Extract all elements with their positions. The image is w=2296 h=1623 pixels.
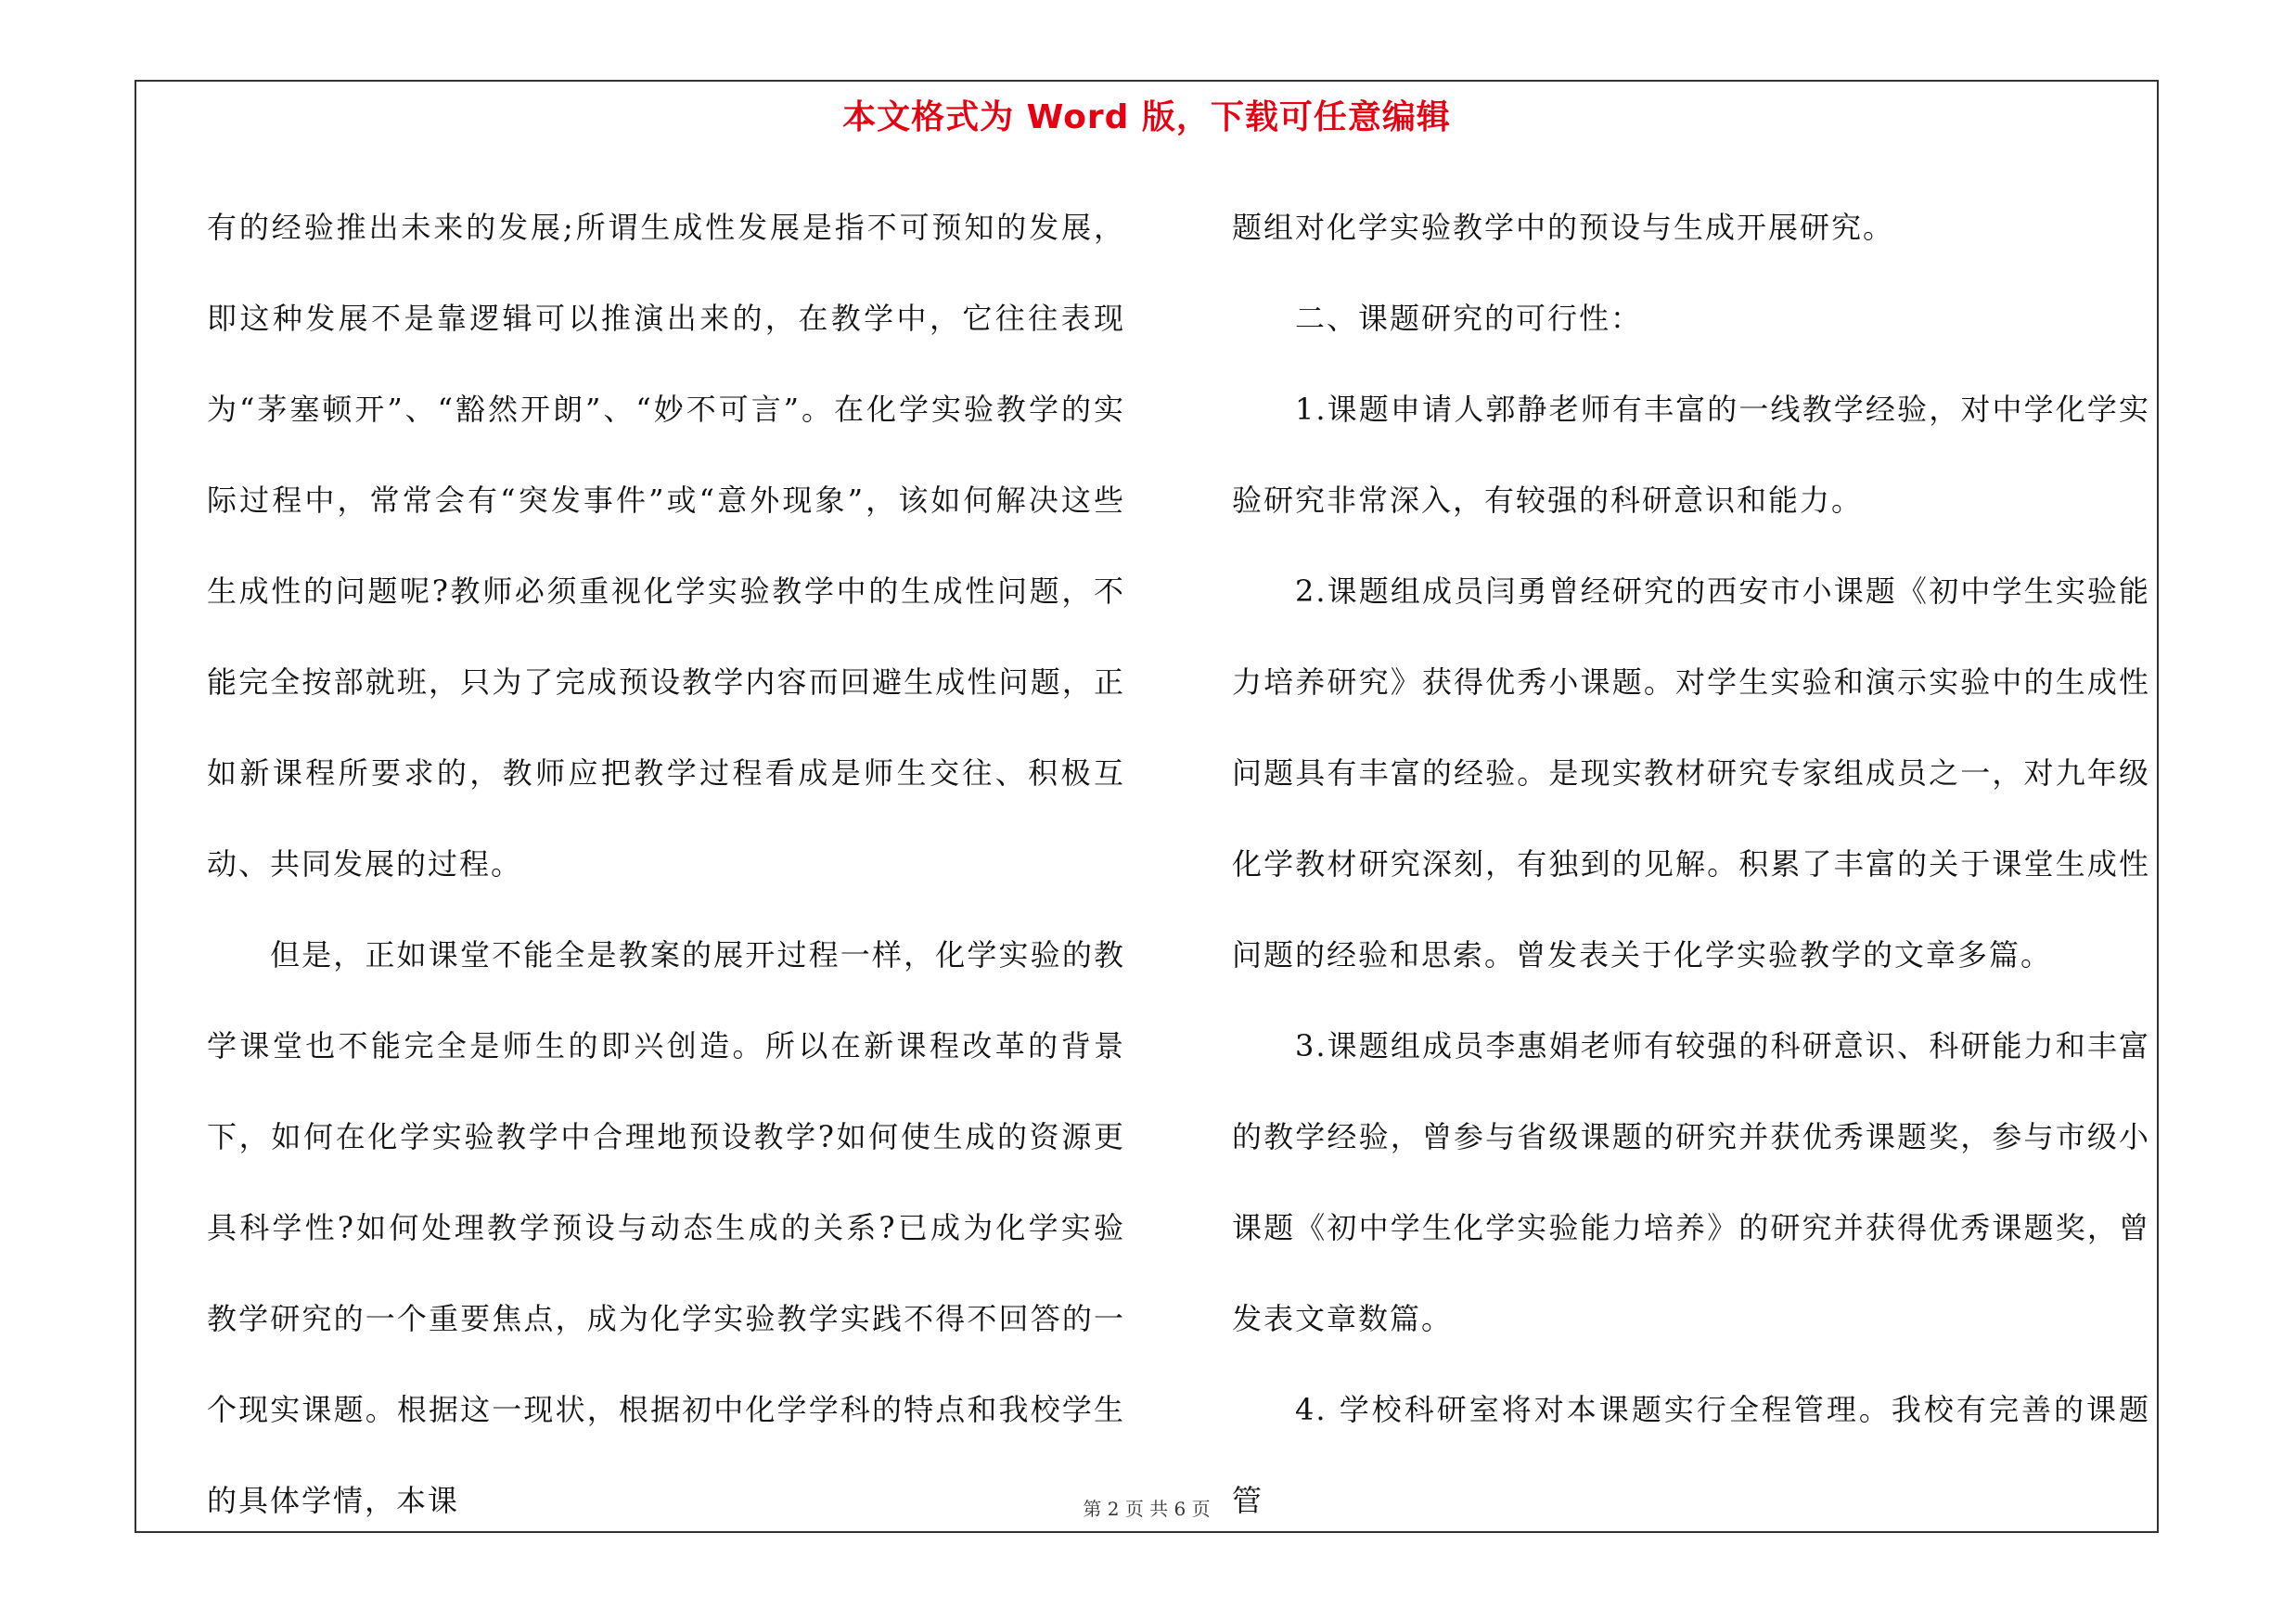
paragraph: 题组对化学实验教学中的预设与生成开展研究。 <box>1232 210 1895 245</box>
paragraph: 3.课题组成员李惠娟老师有较强的科研意识、科研能力和丰富的教学经验，曾参与省级课题的研究并获优秀课题奖，参与市级小课题《初中学生化学实验能力培养》的研究并获得优秀课题奖，曾发表文章数篇。 <box>1232 1028 2150 1336</box>
right-column <box>1232 182 2150 1518</box>
paragraph: 有的经验推出未来的发展;所谓生成性发展是指不可预知的发展，即这种发展不是靠逻辑可以推演出来的，在教学中，它往往表现为“茅塞顿开”、“豁然开朗”、“妙不可言”。在化学实验教学的实际过程中，常常会有“突发事件”或“意外现象”，该如何解决这些生成性的问题呢?教师必须重视化学实验教学中的生成性问题，不能完全按部就班，只为了完成预设教学内容而回避生成性问题，正如新课程所要求的，教师应把教学过程看成是师生交往、积极互动、共同发展的过程。 <box>207 210 1125 882</box>
left-column <box>207 182 1125 1518</box>
page-number: 第 2 页 共 6 页 <box>1083 1498 1211 1520</box>
paragraph: 但是，正如课堂不能全是教案的展开过程一样，化学实验的教学课堂也不能完全是师生的即兴创造。所以在新课程改革的背景下，如何在化学实验教学中合理地预设教学?如何使生成的资源更具科学性?如何处理教学预设与动态生成的关系?已成为化学实验教学研究的一个重要焦点，成为化学实验教学实践不得不回答的一个现实课题。根据这一现状，根据初中化学学科的特点和我校学生的具体学情，本课 <box>207 937 1125 1518</box>
header-banner: 本文格式为 Word 版，下载可任意编辑 <box>842 98 1451 136</box>
paragraph: 2.课题组成员闫勇曾经研究的西安市小课题《初中学生实验能力培养研究》获得优秀小课题。对学生实验和演示实验中的生成性问题具有丰富的经验。是现实教材研究专家组成员之一，对九年级化学教材研究深刻，有独到的见解。积累了丰富的关于课堂生成性问题的经验和思索。曾发表关于化学实验教学的文章多篇。 <box>1232 573 2150 973</box>
section-heading: 二、课题研究的可行性： <box>1295 301 1643 336</box>
paragraph: 4. 学校科研室将对本课题实行全程管理。我校有完善的课题管 <box>1232 1392 2150 1518</box>
paragraph: 1.课题申请人郭静老师有丰富的一线教学经验，对中学化学实验研究非常深入，有较强的科研意识和能力。 <box>1232 392 2150 518</box>
page-frame <box>135 80 2159 1533</box>
